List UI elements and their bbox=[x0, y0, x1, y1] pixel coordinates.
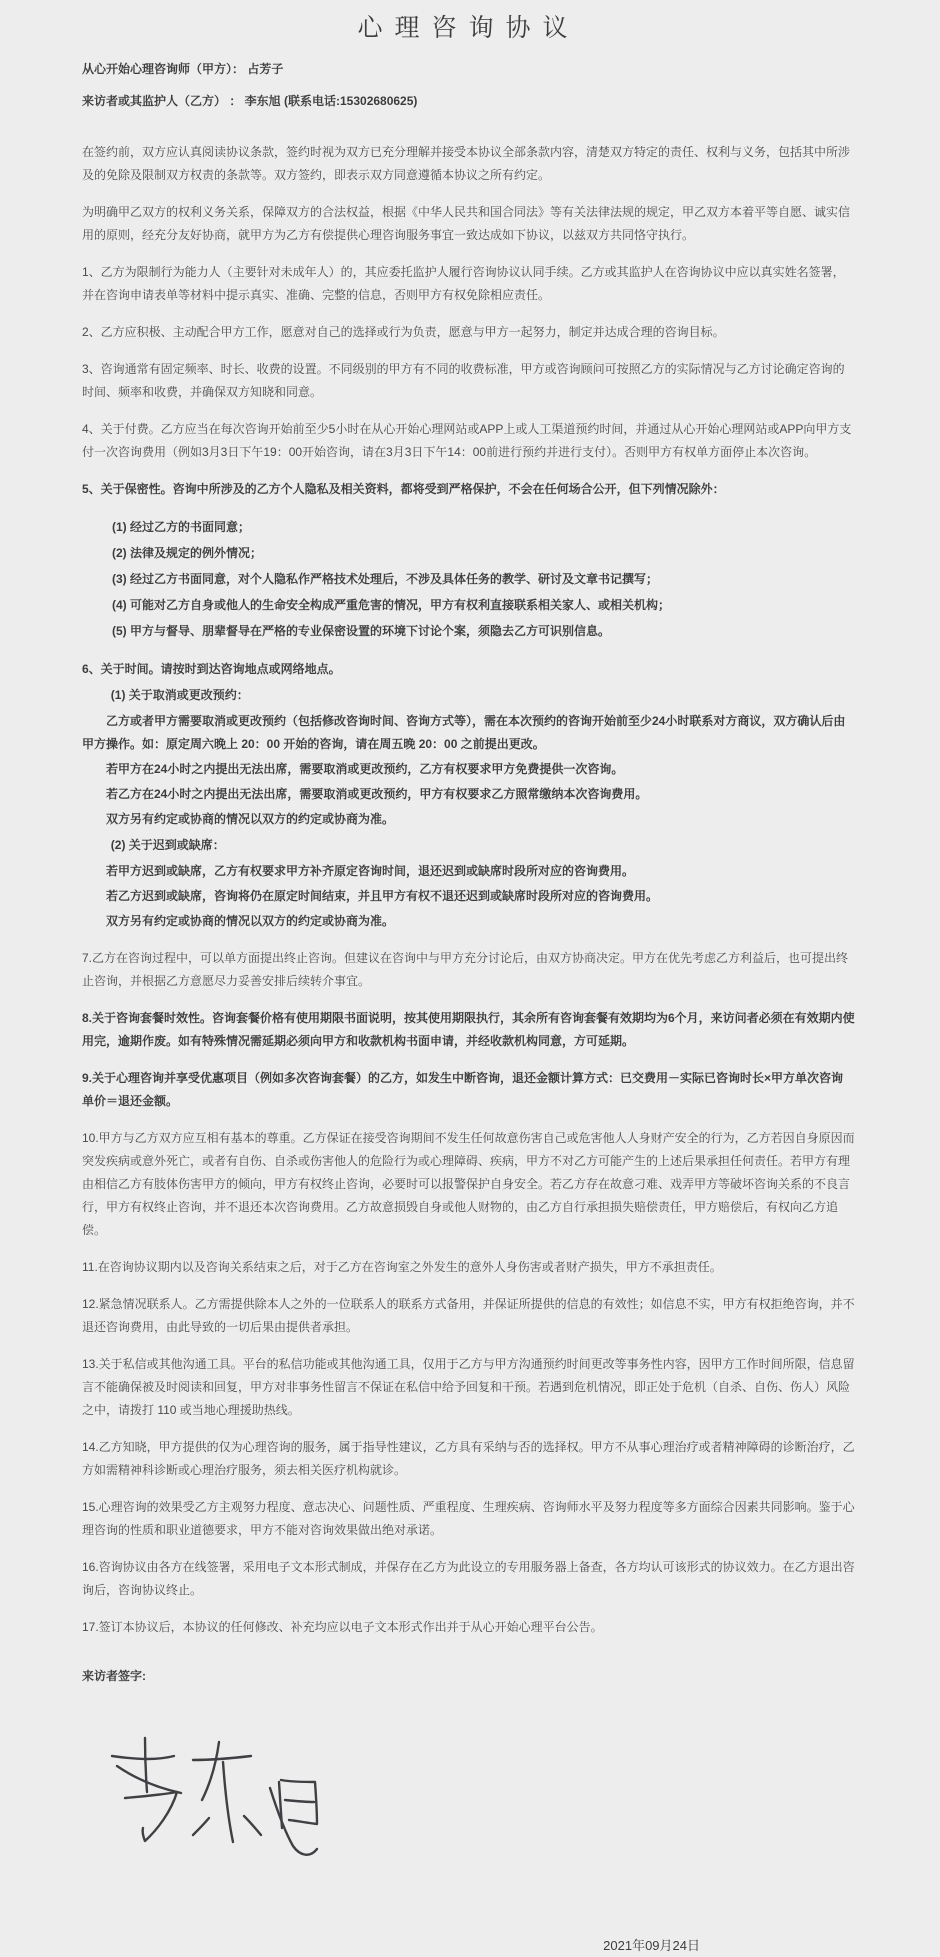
clause-5-sub-3: (3) 经过乙方书面同意，对个人隐私作严格技术处理后，不涉及具体任务的教学、研讨及文章书记撰写； bbox=[112, 572, 659, 586]
clause-6-sub-2-line-1: 若甲方迟到或缺席，乙方有权要求甲方补齐原定咨询时间，退还迟到或缺席时段所对应的咨询费用。 bbox=[106, 864, 635, 878]
party-a-line: 从心开始心理咨询师（甲方）： 占芳子 bbox=[82, 62, 284, 76]
preamble-paragraph-2: 为明确甲乙双方的权利义务关系，保障双方的合法权益，根据《中华人民共和国合同法》等有关法律法规的规定，甲乙双方本着平等自愿、诚实信用的原则，经充分友好协商，就甲方为乙方有偿提供心理咨询服务事宜一致达成如下协议，以兹双方共同恪守执行。 bbox=[82, 205, 851, 242]
clause-10: 10.甲方与乙方双方应互相有基本的尊重。乙方保证在接受咨询期间不发生任何故意伤害自己或危害他人人身财产安全的行为，乙方若因自身原因而突发疾病或意外死亡，或者有自伤、自杀或伤害他人的危险行为或心理障碍、疾病，甲方不对乙方可能产生的上述后果承担任何责任。若甲方有理由相信乙方有肢体伤害甲方的倾向，甲方有权终止咨询，必要时可以报警保护自身安全。若乙方存在故意刁难、戏弄甲方等破坏咨询关系的不良言行，甲方有权终止咨询，并不退还本次咨询费用。乙方故意损毁自身或他人财物的，由乙方自行承担损失赔偿责任，甲方赔偿后，有权向乙方追偿。 bbox=[82, 1131, 855, 1237]
clause-9: 9.关于心理咨询并享受优惠项目（例如多次咨询套餐）的乙方，如发生中断咨询，退还金额计算方式：已交费用－实际已咨询时长×甲方单次咨询单价＝退还金额。 bbox=[82, 1071, 844, 1108]
clause-5-sub-5: (5) 甲方与督导、朋辈督导在严格的专业保密设置的环境下讨论个案，须隐去乙方可识别信息。 bbox=[112, 624, 611, 638]
clause-6-sub-1-line-1: 乙方或者甲方需要取消或更改预约（包括修改咨询时间、咨询方式等），需在本次预约的咨询开始前至少24小时联系对方商议，双方确认后由甲方操作。如：原定周六晚上 20：00 开始的咨询，请在周五晚 20：00 之前提出更改。 bbox=[82, 714, 846, 751]
clause-7: 7.乙方在咨询过程中，可以单方面提出终止咨询。但建议在咨询中与甲方充分讨论后，由双方协商决定。甲方在优先考虑乙方利益后，也可提出终止咨询，并根据乙方意愿尽力妥善安排后续转介事宜。 bbox=[82, 951, 849, 988]
clause-2: 2、乙方应积极、主动配合甲方工作，愿意对自己的选择或行为负责，愿意与甲方一起努力，制定并达成合理的咨询目标。 bbox=[82, 325, 725, 339]
page-title: 心理咨询协议 bbox=[357, 14, 580, 42]
party-b-line: 来访者或其监护人（乙方） ： 李东旭 (联系电话:15302680625) bbox=[82, 94, 418, 108]
clause-6-sub-1-title: (1) 关于取消或更改预约： bbox=[110, 688, 249, 702]
clause-5-sub-2: (2) 法律及规定的例外情况； bbox=[112, 546, 263, 560]
visitor-signature-handwriting bbox=[96, 1732, 336, 1882]
clause-17: 17.签订本协议后，本协议的任何修改、补充均应以电子文本形式作出并于从心开始心理平台公告。 bbox=[82, 1620, 603, 1634]
clause-11: 11.在咨询协议期内以及咨询关系结束之后，对于乙方在咨询室之外发生的意外人身伤害或者财产损失，甲方不承担责任。 bbox=[82, 1260, 722, 1274]
signature-date: 2021年09月24日 bbox=[603, 1938, 700, 1953]
clause-6-sub-1-line-2: 若甲方在24小时之内提出无法出席，需要取消或更改预约，乙方有权要求甲方免费提供一次咨询。 bbox=[106, 762, 624, 776]
clause-15: 15.心理咨询的效果受乙方主观努力程度、意志决心、问题性质、严重程度、生理疾病、咨询师水平及努力程度等多方面综合因素共同影响。鉴于心理咨询的性质和职业道德要求，甲方不能对咨询效果做出绝对承诺。 bbox=[82, 1500, 855, 1537]
clause-6-sub-1-line-4: 双方另有约定或协商的情况以双方的约定或协商为准。 bbox=[106, 812, 395, 826]
clause-6: 6、关于时间。请按时到达咨询地点或网络地点。 bbox=[82, 662, 341, 676]
clause-3: 3、咨询通常有固定频率、时长、收费的设置。不同级别的甲方有不同的收费标准，甲方或咨询顾问可按照乙方的实际情况与乙方讨论确定咨询的时间、频率和收费，并确保双方知晓和同意。 bbox=[82, 362, 845, 399]
preamble-paragraph-1: 在签约前，双方应认真阅读协议条款，签约时视为双方已充分理解并接受本协议全部条款内容，清楚双方特定的责任、权利与义务，包括其中所涉及的免除及限制双方权责的条款等。双方签约，即表示双方同意遵循本协议之所有约定。 bbox=[82, 145, 851, 182]
clause-13: 13.关于私信或其他沟通工具。平台的私信功能或其他沟通工具，仅用于乙方与甲方沟通预约时间更改等事务性内容，因甲方工作时间所限，信息留言不能确保被及时阅读和回复，甲方对非事务性留言不保证在私信中给予回复和干预。若遇到危机情况，即正处于危机（自杀、自伤、伤人）风险之中，请拨打 110 或当地心理援助热线。 bbox=[82, 1357, 855, 1417]
visitor-signature-label: 来访者签字: bbox=[82, 1669, 146, 1683]
clause-4: 4、关于付费。乙方应当在每次咨询开始前至少5小时在从心开始心理网站或APP上或人工渠道预约时间，并通过从心开始心理网站或APP向甲方支付一次咨询费用（例如3月3日下午19：00开始咨询，请在3月3日下午14：00前进行预约并进行支付）。否则甲方有权单方面停止本次咨询。 bbox=[82, 422, 852, 459]
clause-6-sub-2-line-3: 双方另有约定或协商的情况以双方的约定或协商为准。 bbox=[106, 914, 395, 928]
clause-14: 14.乙方知晓，甲方提供的仅为心理咨询的服务，属于指导性建议，乙方具有采纳与否的选择权。甲方不从事心理治疗或者精神障碍的诊断治疗，乙方如需精神科诊断或心理治疗服务，须去相关医疗机构就诊。 bbox=[82, 1440, 855, 1477]
clause-6-sub-2-title: (2) 关于迟到或缺席： bbox=[110, 838, 225, 852]
clause-8: 8.关于咨询套餐时效性。咨询套餐价格有使用期限书面说明，按其使用期限执行，其余所有咨询套餐有效期均为6个月，来访问者必须在有效期内使用完，逾期作废。如有特殊情况需延期必须向甲方和收款机构书面申请，并经收款机构同意，方可延期。 bbox=[82, 1011, 855, 1048]
clause-12: 12.紧急情况联系人。乙方需提供除本人之外的一位联系人的联系方式备用，并保证所提供的信息的有效性；如信息不实，甲方有权拒绝咨询，并不退还咨询费用，由此导致的一切后果由提供者承担。 bbox=[82, 1297, 855, 1334]
clause-6-sub-2-line-2: 若乙方迟到或缺席，咨询将仍在原定时间结束，并且甲方有权不退还迟到或缺席时段所对应的咨询费用。 bbox=[106, 889, 659, 903]
clause-5: 5、关于保密性。咨询中所涉及的乙方个人隐私及相关资料，都将受到严格保护，不会在任何场合公开，但下列情况除外： bbox=[82, 482, 725, 496]
clause-5-sub-4: (4) 可能对乙方自身或他人的生命安全构成严重危害的情况，甲方有权利直接联系相关家人、或相关机构； bbox=[112, 598, 671, 612]
clause-5-sub-1: (1) 经过乙方的书面同意； bbox=[112, 520, 251, 534]
clause-16: 16.咨询协议由各方在线签署，采用电子文本形式制成，并保存在乙方为此设立的专用服务器上备查，各方均认可该形式的协议效力。在乙方退出咨询后，咨询协议终止。 bbox=[82, 1560, 855, 1597]
clause-6-sub-1-line-3: 若乙方在24小时之内提出无法出席，需要取消或更改预约，甲方有权要求乙方照常缴纳本次咨询费用。 bbox=[106, 787, 648, 801]
clause-1: 1、乙方为限制行为能力人（主要针对未成年人）的，其应委托监护人履行咨询协议认同手续。乙方或其监护人在咨询协议中应以真实姓名签署，并在咨询申请表单等材料中提示真实、准确、完整的信息，否则甲方有权免除相应责任。 bbox=[82, 265, 845, 302]
